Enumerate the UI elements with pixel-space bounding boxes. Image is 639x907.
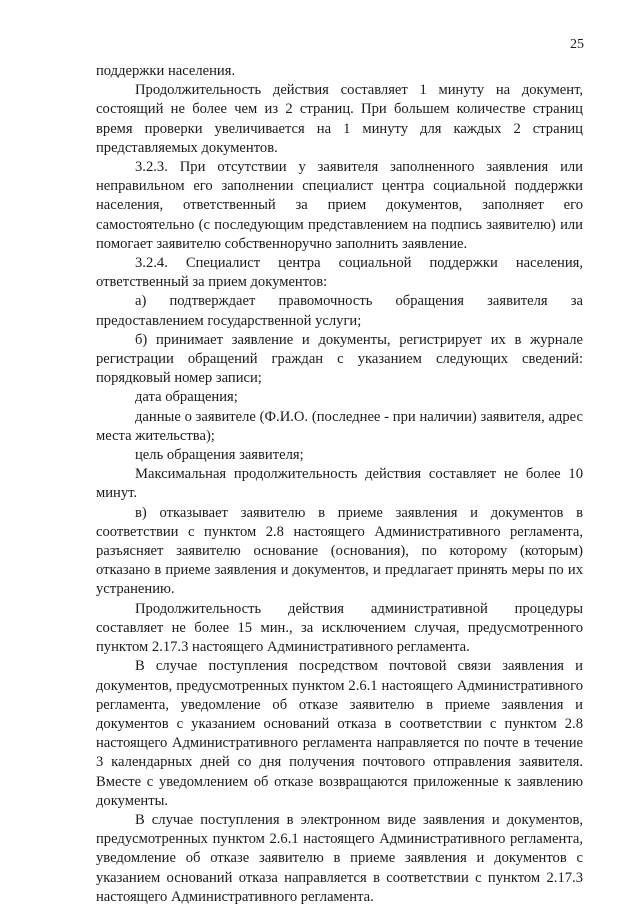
paragraph-7: данные о заявителе (Ф.И.О. (последнее - при наличии) заявителя, адрес места жительства);: [96, 408, 583, 444]
paragraph-12: В случае поступления посредством почтовой связи заявления и документов, предусмотренных пунктом 2.6.1 настоящего Административного регламента, уведомление об отказе заявителю в приеме заявления и документов с указанием оснований отказа в соответствии с пунктом 2.8 настоящего Административного регламента направляется по почте в течение 3 календарных дней со дня получения почтового отправления заявителя. Вместе с уведомлением об отказе возвращаются приложенные к заявлению документы.: [96, 658, 583, 809]
document-body: [96, 62, 583, 907]
paragraph-10: в) отказывает заявителю в приеме заявления и документов в соответствии с пунктом 2.8 настоящего Административного регламента, разъясняет заявителю основание (основания), по которому (которым) отказано в приеме заявления и документов, и предлагает принять меры по их устранению.: [96, 504, 583, 598]
paragraph-3: 3.2.4. Специалист центра социальной поддержки населения, ответственный за прием документов:: [96, 255, 583, 291]
paragraph-4: а) подтверждает правомочность обращения заявителя за предоставлением государственной услуги;: [96, 293, 583, 329]
paragraph-5: б) принимает заявление и документы, регистрирует их в журнале регистрации обращений граждан с указанием следующих сведений: порядковый номер записи;: [96, 331, 583, 387]
paragraph-1: Продолжительность действия составляет 1 минуту на документ, состоящий не более чем из 2 страниц. При большем количестве страниц время проверки увеличивается на 1 минуту для каждых 2 страниц представляемых документов.: [96, 82, 583, 156]
paragraph-2: 3.2.3. При отсутствии у заявителя заполненного заявления или неправильном его заполнении специалист центра социальной поддержки населения, ответственный за прием документов, заполняет его самостоятельно (с последующим представлением на подпись заявителю) или помогает заявителю собственноручно заполнить заявление.: [96, 159, 583, 252]
paragraph-13: В случае поступления в электронном виде заявления и документов, предусмотренных пунктом 2.6.1 настоящего Административного регламента, уведомление об отказе заявителю в приеме заявления и документов с указанием оснований отказа направляется в соответствии с пунктом 2.17.3 настоящего Административного регламента.: [96, 811, 583, 905]
paragraph-9: Максимальная продолжительность действия составляет не более 10 минут.: [96, 466, 583, 502]
paragraph-11: Продолжительность действия административной процедуры составляет не более 15 мин., за исключением случая, предусмотренного пунктом 2.17.3 настоящего Административного регламента.: [96, 600, 583, 656]
page-number: 25: [570, 37, 584, 52]
paragraph-0: поддержки населения.: [96, 63, 236, 79]
paragraph-6: дата обращения;: [135, 389, 238, 406]
paragraph-8: цель обращения заявителя;: [135, 447, 304, 464]
